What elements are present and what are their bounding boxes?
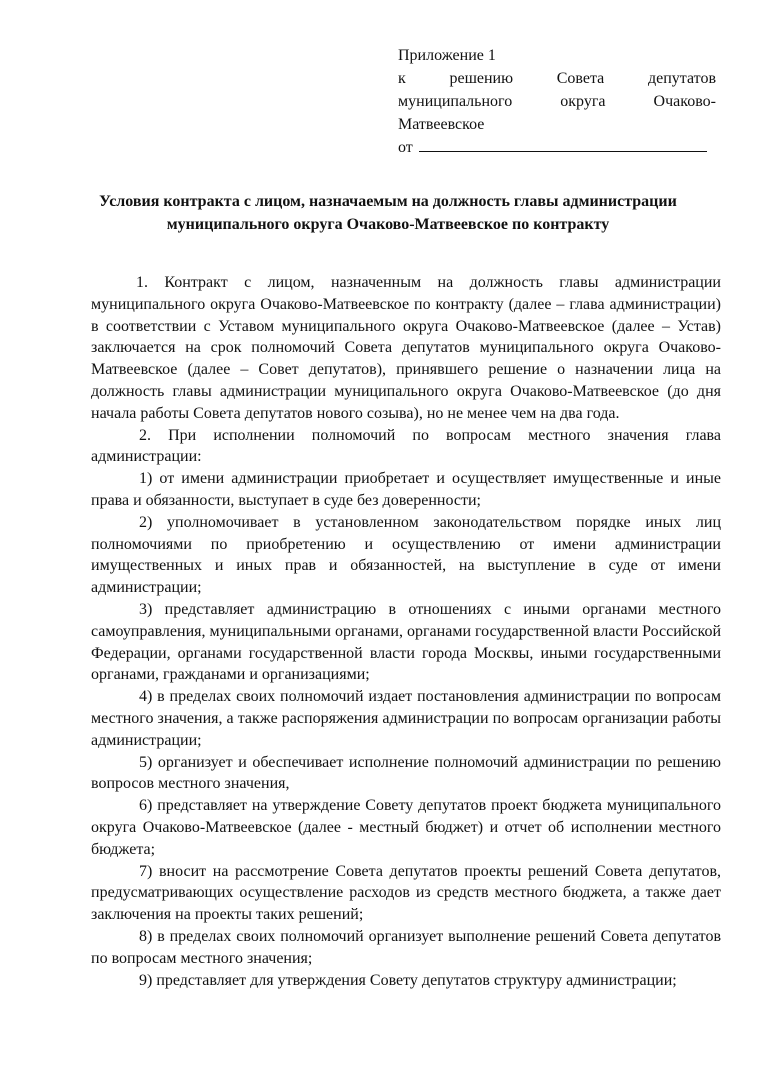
appendix-decision-line: к решению Совета депутатов xyxy=(398,70,716,87)
paragraph-2-item-5: 5) организует и обеспечивает исполнение полномочий администрации по решению вопросов местного значения, xyxy=(91,753,721,793)
paragraph-2-item-7: 7) вносит на рассмотрение Совета депутатов проекты решений Совета депутатов, предусматривающих осуществление расходов из средств местного бюджета, а также дает заключения на проекты таких решений; xyxy=(91,862,721,924)
appendix-municipal-line: муниципального округа Очаково- xyxy=(398,93,716,110)
document-title: Условия контракта с лицом, назначаемым на должность главы администрации муниципального округа Очаково-Матвеевское по контракту xyxy=(99,193,677,233)
appendix-district-line: Матвеевское xyxy=(398,116,485,133)
appendix-date-prefix: от xyxy=(398,139,413,156)
paragraph-2-item-4: 4) в пределах своих полномочий издает постановления администрации по вопросам местного значения, а также распоряжения администрации по вопросам организации работы администрации; xyxy=(91,688,721,749)
paragraph-2-item-9: 9) представляет для утверждения Совету депутатов структуру администрации; xyxy=(139,971,677,989)
document-body xyxy=(91,272,721,991)
paragraph-2-item-1: 1) от имени администрации приобретает и осуществляет имущественные и иные права и обязанности, выступает в суде без доверенности; xyxy=(91,470,721,509)
appendix-number: Приложение 1 xyxy=(398,47,496,64)
appendix-date-line xyxy=(398,136,716,159)
paragraph-2-item-8: 8) в пределах своих полномочий организует выполнение решений Совета депутатов по вопросам местного значения; xyxy=(91,927,721,967)
paragraph-2: 2. При исполнении полномочий по вопросам местного значения глава администрации: xyxy=(91,426,721,466)
date-blank-line xyxy=(419,136,707,152)
paragraph-1: 1. Контракт с лицом, назначенным на должность главы администрации муниципального округа Очаково-Матвеевское по контракту (далее – глава администрации) в соответствии с Уставом муниципального округа Очаково-Матвеевское (далее – Устав) заключается на срок полномочий Совета депутатов муниципального округа Очаково-Матвеевское (далее – Совет депутатов), принявшего решение о назначении лица на должность главы администрации муниципального округа Очаково-Матвеевское (до дня начала работы Совета депутатов нового созыва), но не менее чем на два года. xyxy=(91,274,721,422)
appendix-header xyxy=(398,44,716,159)
paragraph-2-item-3: 3) представляет администрацию в отношениях с иными органами местного самоуправления, муниципальными органами, органами государственной власти Российской Федерации, органами государственной власти города Москвы, иными государственными органами, гражданами и организациями; xyxy=(91,600,721,684)
paragraph-2-item-6: 6) представляет на утверждение Совету депутатов проект бюджета муниципального округа Очаково-Матвеевское (далее - местный бюджет) и отчет об исполнении местного бюджета; xyxy=(91,797,721,858)
paragraph-2-item-2: 2) уполномочивает в установленном законодательством порядке иных лиц полномочиями по приобретению и осуществлению от имени администрации имущественных и иных прав и обязанностей, на выступление в суде от имени администрации; xyxy=(91,513,721,597)
